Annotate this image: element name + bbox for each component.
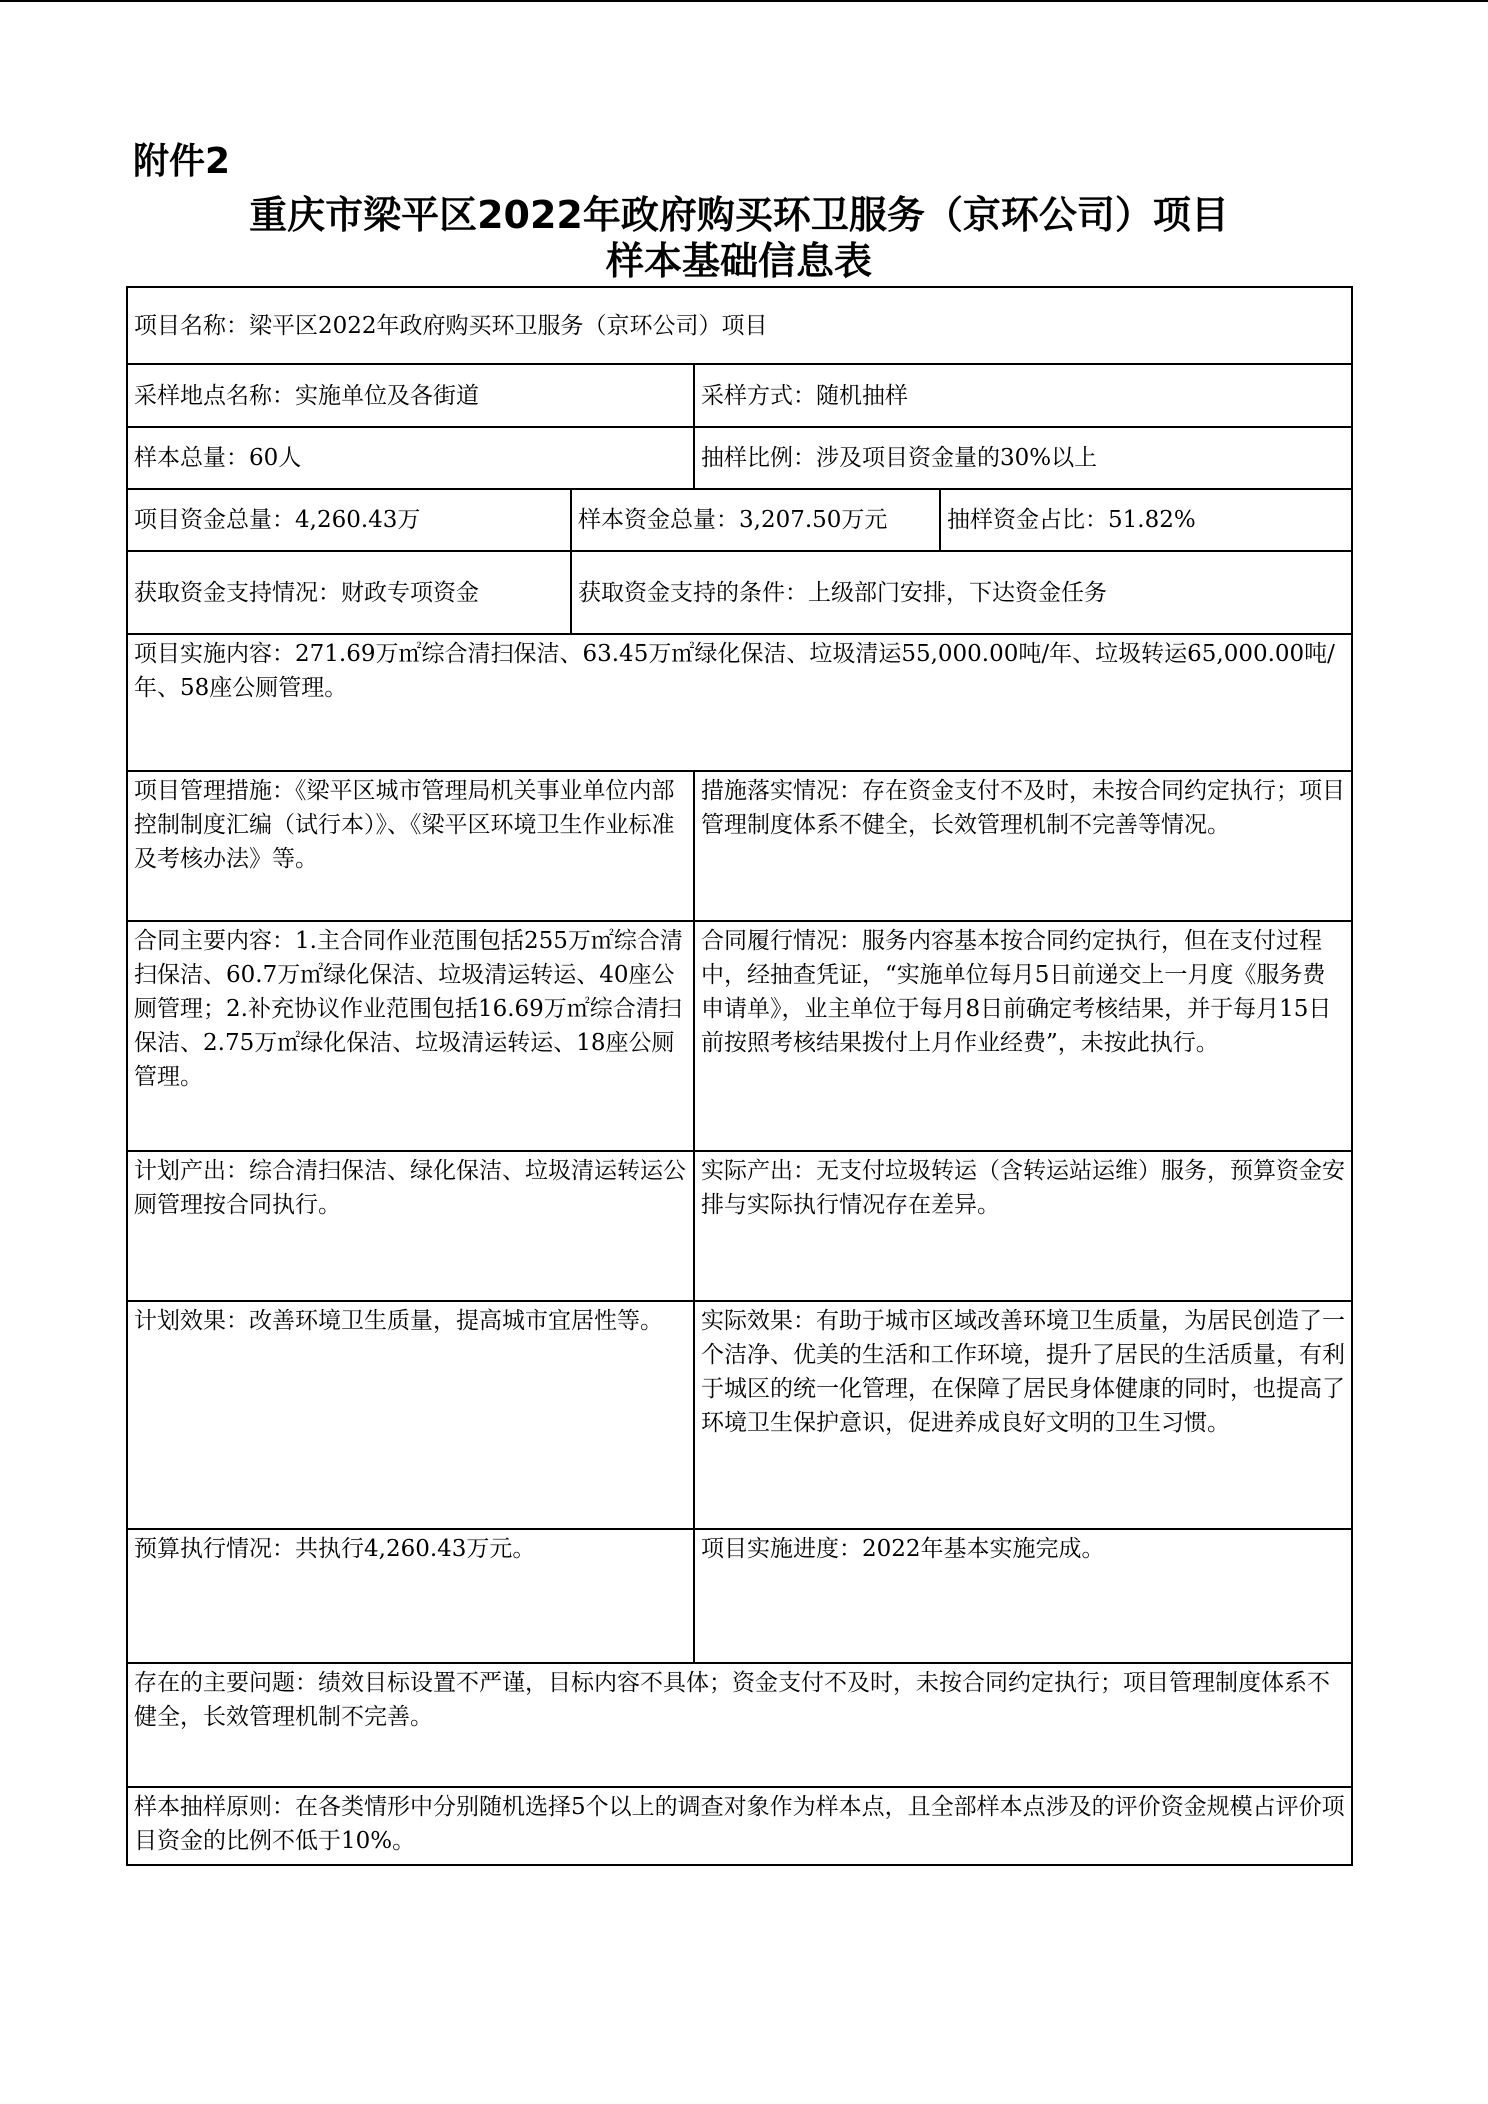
project-name-cell: 项目名称：梁平区2022年政府购买环卫服务（京环公司）项目 [134,312,768,339]
actual-effect-cell: 实际效果：有助于城市区域改善环境卫生质量，为居民创造了一个洁净、优美的生活和工作环境，提升了居民的生活质量，有利于城区的统一化管理，在保障了居民身体健康的同时，也提高了环境卫生保护意识，促进养成良好文明的卫生习惯。 [701,1308,1345,1436]
main-problems-cell: 存在的主要问题：绩效目标设置不严谨，目标内容不具体；资金支付不及时，未按合同约定执行；项目管理制度体系不健全，长效管理机制不完善。 [134,1670,1330,1730]
planned-output-cell: 计划产出：综合清扫保洁、绿化保洁、垃圾清运转运公厕管理按合同执行。 [134,1158,686,1218]
funding-conditions-cell: 获取资金支持的条件：上级部门安排，下达资金任务 [578,579,1107,606]
sample-funds-cell: 样本资金总量：3,207.50万元 [578,507,888,533]
table-rule [1351,286,1353,1866]
budget-execution-cell: 预算执行情况：共执行4,260.43万元。 [134,1536,536,1562]
sampling-location-cell: 采样地点名称：实施单位及各街道 [134,382,479,409]
page-title-line-2: 样本基础信息表 [605,239,872,283]
funding-support-cell: 获取资金支持情况：财政专项资金 [134,579,479,606]
project-funds-cell: 项目资金总量：4,260.43万 [134,507,421,533]
actual-output-cell: 实际产出：无支付垃圾转运（含转运站运维）服务，预算资金安排与实际执行情况存在差异。 [701,1158,1345,1218]
planned-effect-cell: 计划效果：改善环境卫生质量，提高城市宜居性等。 [134,1308,663,1334]
sample-total-cell: 样本总量：60人 [134,445,302,471]
page-top-border [0,0,1488,2]
contract-performance-cell: 合同履行情况：服务内容基本按合同约定执行，但在支付过程中，经抽查凭证，“实施单位每月5日前递交上一月度《服务费申请单》，业主单位于每月8日前确定考核结果，并于每月15日前按照考核结果拨付上月作业经费”，未按此执行。 [701,928,1332,1056]
measures-implementation-cell: 措施落实情况：存在资金支付不及时，未按合同约定执行；项目管理制度体系不健全，长效管理机制不完善等情况。 [701,778,1345,838]
table-rule [126,1864,1353,1866]
implementation-content-cell: 项目实施内容：271.69万㎡综合清扫保洁、63.45万㎡绿化保洁、垃圾清运55,000.00吨/年、垃圾转运65,000.00吨/年、58座公厕管理。 [134,641,1335,701]
contract-content-cell: 合同主要内容：1.主合同作业范围包括255万㎡综合清扫保洁、60.7万㎡绿化保洁、垃圾清运转运、40座公厕管理；2.补充协议作业范围包括16.69万㎡综合清扫保洁、2.75万㎡绿化保洁、垃圾清运转运、18座公厕管理。 [134,928,683,1090]
annex-label: 附件2 [133,141,231,182]
sampling-method-cell: 采样方式：随机抽样 [701,382,908,409]
implementation-progress-cell: 项目实施进度：2022年基本实施完成。 [701,1536,1105,1562]
management-measures-cell: 项目管理措施：《梁平区城市管理局机关事业单位内部控制制度汇编（试行本）》、《梁平区环境卫生作业标准及考核办法》等。 [134,778,675,872]
sampling-principle-cell: 样本抽样原则：在各类情形中分别随机选择5个以上的调查对象作为样本点，且全部样本点涉及的评价资金规模占评价项目资金的比例不低于10%。 [134,1794,1345,1854]
sample-funds-ratio-cell: 抽样资金占比：51.82% [947,507,1196,533]
page-title-line-1: 重庆市梁平区2022年政府购买环卫服务（京环公司）项目 [249,193,1229,237]
sampling-ratio-cell: 抽样比例：涉及项目资金量的30%以上 [701,445,1098,471]
